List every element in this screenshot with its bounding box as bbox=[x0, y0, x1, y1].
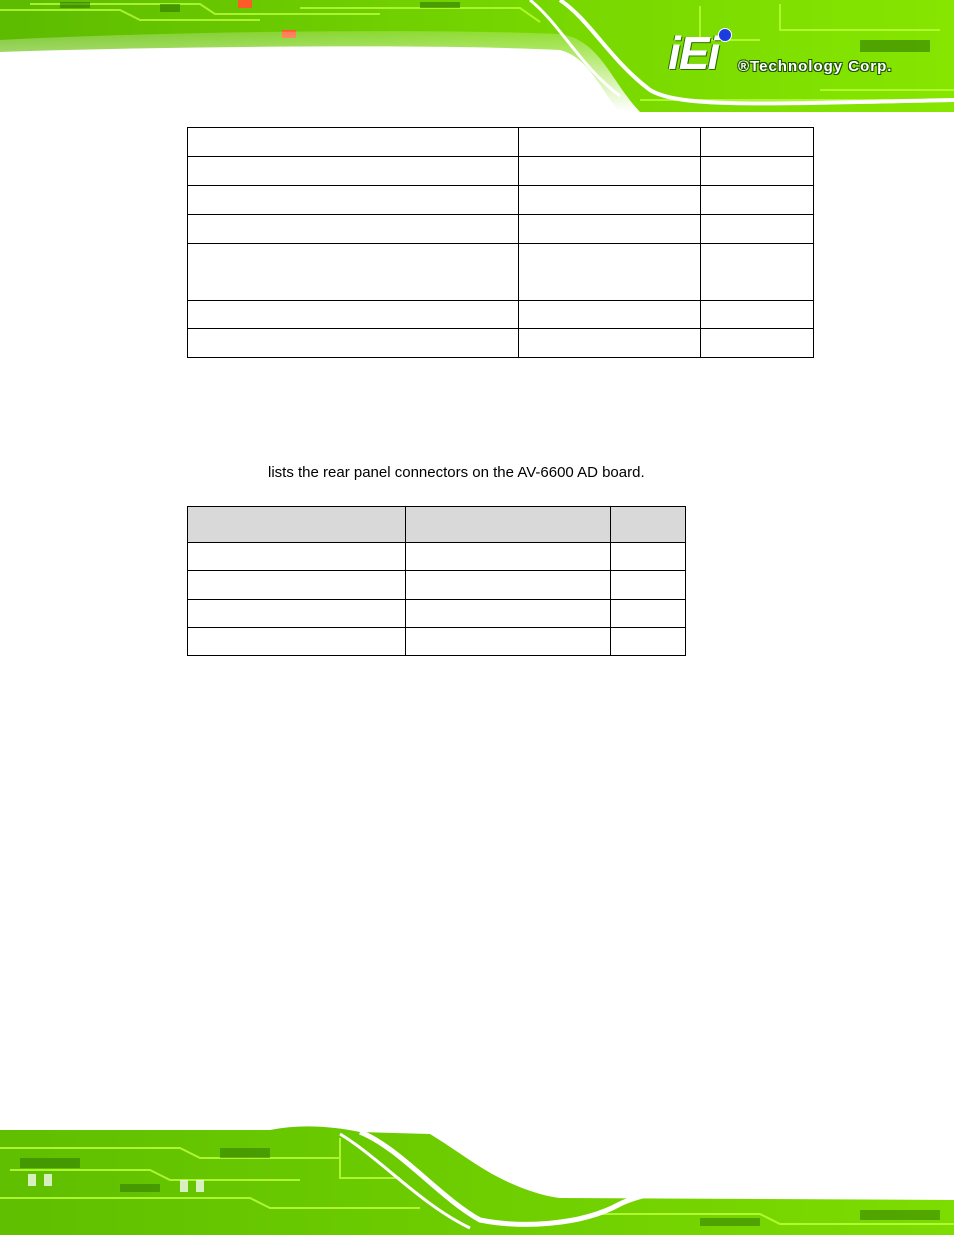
table-cell bbox=[519, 244, 701, 301]
table-cell bbox=[701, 215, 814, 244]
table-row bbox=[188, 244, 814, 301]
table-cell bbox=[519, 157, 701, 186]
logo-mark: iEi bbox=[668, 27, 719, 79]
table-cell bbox=[405, 600, 611, 628]
table-cell bbox=[188, 215, 519, 244]
table-cell bbox=[188, 301, 519, 329]
logo-dot-icon bbox=[718, 28, 732, 42]
table-cell bbox=[188, 600, 406, 628]
table-cell bbox=[611, 543, 686, 571]
table-cell bbox=[188, 128, 519, 157]
table-cell bbox=[701, 244, 814, 301]
table-cell bbox=[519, 186, 701, 215]
rear-panel-connector-table bbox=[187, 506, 686, 656]
table-cell bbox=[519, 128, 701, 157]
table-row bbox=[188, 543, 686, 571]
table-cell bbox=[188, 571, 406, 600]
table-row bbox=[188, 215, 814, 244]
footer-circuit-graphic bbox=[0, 1118, 954, 1235]
table-cell bbox=[701, 301, 814, 329]
table-header-row bbox=[188, 507, 686, 543]
table-cell bbox=[188, 628, 406, 656]
table-cell bbox=[701, 157, 814, 186]
table-row bbox=[188, 571, 686, 600]
table-cell bbox=[188, 543, 406, 571]
table-cell bbox=[188, 157, 519, 186]
table-cell bbox=[519, 215, 701, 244]
logo-text: ®Technology Corp. bbox=[738, 58, 893, 75]
table-cell bbox=[701, 329, 814, 358]
table-row bbox=[188, 186, 814, 215]
table-cell bbox=[188, 186, 519, 215]
table-cell bbox=[611, 600, 686, 628]
connector-table-1 bbox=[187, 127, 814, 358]
table-row bbox=[188, 157, 814, 186]
table-cell bbox=[405, 543, 611, 571]
table-row bbox=[188, 600, 686, 628]
footer-banner bbox=[0, 1118, 954, 1235]
table-header-cell bbox=[188, 507, 406, 543]
table-header-cell bbox=[405, 507, 611, 543]
table-cell bbox=[405, 628, 611, 656]
table-cell bbox=[611, 571, 686, 600]
table-cell bbox=[519, 301, 701, 329]
table-cell bbox=[701, 186, 814, 215]
body-paragraph: lists the rear panel connectors on the AV-6600 AD board. bbox=[268, 464, 645, 481]
header-banner bbox=[0, 0, 954, 112]
table-header-cell bbox=[611, 507, 686, 543]
table-cell bbox=[405, 571, 611, 600]
table-row bbox=[188, 128, 814, 157]
table-cell bbox=[188, 244, 519, 301]
table-cell bbox=[188, 329, 519, 358]
table-row bbox=[188, 329, 814, 358]
brand-logo bbox=[666, 26, 926, 82]
table-cell bbox=[519, 329, 701, 358]
table-row bbox=[188, 628, 686, 656]
table-cell bbox=[611, 628, 686, 656]
table-row bbox=[188, 301, 814, 329]
table-cell bbox=[701, 128, 814, 157]
